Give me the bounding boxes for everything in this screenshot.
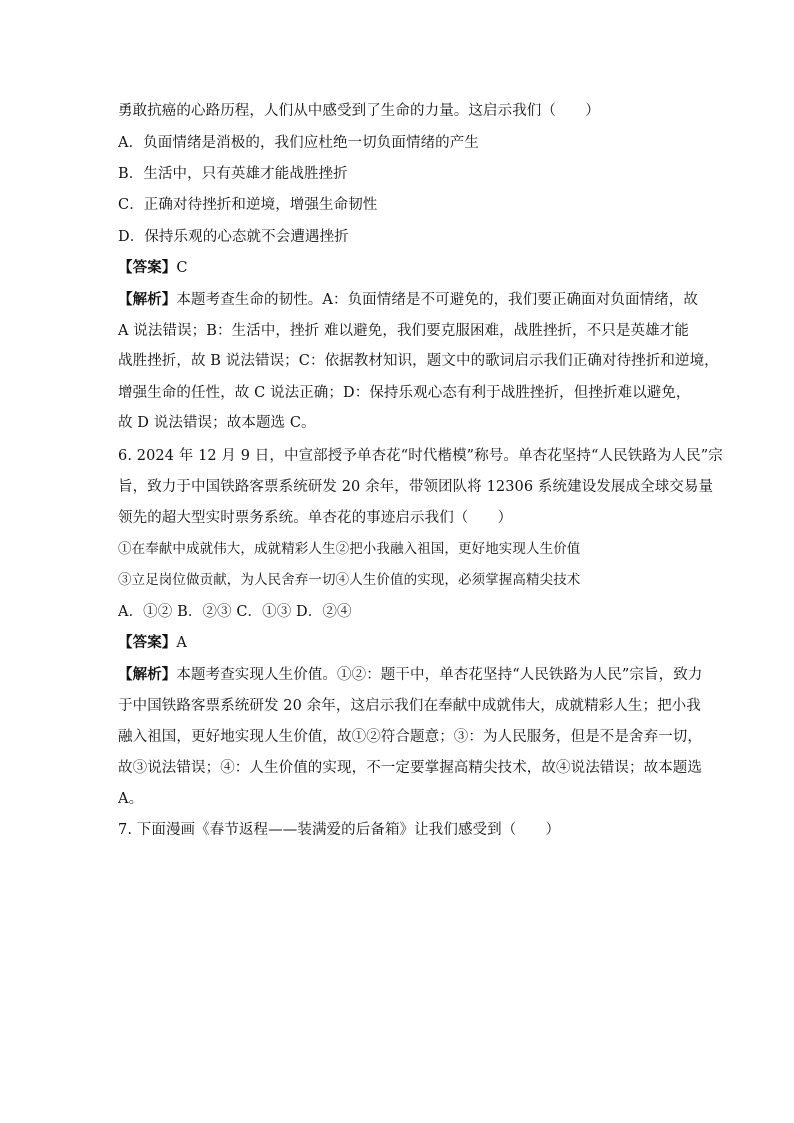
analysis-line-2-q6: 于中国铁路客票系统研发 20 余年，这启示我们在奉献中成就伟大，成就精彩人生；把小我 <box>118 698 701 714</box>
question-6-stem-line-3: 领先的超大型实时票务系统。单杏花的事迹启示我们（ ） <box>118 510 513 526</box>
answer-line-q6 <box>118 633 678 653</box>
question-6-stem-line-1: 6. 2024 年 12 月 9 日，中宣部授予单杏花“时代楷模”称号。单杏花坚持“人民铁路为人民”宗 <box>118 448 723 464</box>
analysis-line-4-q6: 故③说法错误；④：人生价值的实现，不一定要掌握高精尖技术，故④说法错误；故本题选 <box>118 760 702 776</box>
answer-value: A <box>176 635 187 651</box>
analysis-line-2-q5: A 说法错误；B：生活中，挫折 难以避免，我们要克服困难，战胜挫折，不只是英雄才能 <box>118 323 689 339</box>
answer-value: C <box>176 260 188 276</box>
answer-label: 【答案】 <box>118 634 177 651</box>
question-5-stem-continuation: 勇敢抗癌的心路历程，人们从中感受到了生命的力量。这启示我们（ ） <box>118 103 600 119</box>
analysis-line-3-q6: 融入祖国，更好地实现人生价值，故①②符合题意；③：为人民服务，但是不是舍弃一切， <box>118 729 702 745</box>
analysis-line-1-q6 <box>118 665 703 685</box>
answer-label: 【答案】 <box>118 259 177 276</box>
question-7-stem: 7. 下面漫画《春节返程——装满爱的后备箱》让我们感受到（ ） <box>118 822 561 838</box>
analysis-line-5-q6: A。 <box>118 791 144 807</box>
analysis-line-1-q5 <box>118 290 698 310</box>
analysis-text: 本题考查实现人生价值。①②：题干中，单杏花坚持“人民铁路为人民”宗旨，致力 <box>176 667 703 683</box>
analysis-line-4-q5: 增强生命的任性，故 C 说法正确；D：保持乐观心态有利于战胜挫折，但挫折难以避免， <box>118 385 691 401</box>
option-a: A．负面情绪是消极的，我们应杜绝一切负面情绪的产生 <box>118 135 479 151</box>
question-6-statements-1-2: ①在奉献中成就伟大，成就精彩人生②把小我融入祖国，更好地实现人生价值 <box>118 541 581 557</box>
question-6-stem-line-2: 旨，致力于中国铁路客票系统研发 20 余年，带领团队将 12306 系统建设发展成全球交易量 <box>118 479 714 495</box>
question-6-options: A．①② B．②③ C．①③ D．②④ <box>118 604 352 620</box>
option-d: D．保持乐观的心态就不会遭遇挫折 <box>118 229 349 245</box>
analysis-label: 【解析】 <box>118 666 177 683</box>
answer-line-q5 <box>118 258 678 278</box>
analysis-line-5-q5: 故 D 说法错误；故本题选 C。 <box>118 415 316 431</box>
option-c: C．正确对待挫折和逆境，增强生命韧性 <box>118 197 378 213</box>
option-b: B．生活中，只有英雄才能战胜挫折 <box>118 166 348 182</box>
analysis-label: 【解析】 <box>118 291 177 308</box>
question-6-statements-3-4: ③立足岗位做贡献，为人民舍弃一切④人生价值的实现，必须掌握高精尖技术 <box>118 572 581 588</box>
analysis-line-3-q5: 战胜挫折，故 B 说法错误；C：依据教材知识，题文中的歌词启示我们正确对待挫折和逆境， <box>118 353 719 369</box>
analysis-text: 本题考查生命的韧性。A：负面情绪是不可避免的，我们要正确面对负面情绪，故 <box>176 292 698 308</box>
